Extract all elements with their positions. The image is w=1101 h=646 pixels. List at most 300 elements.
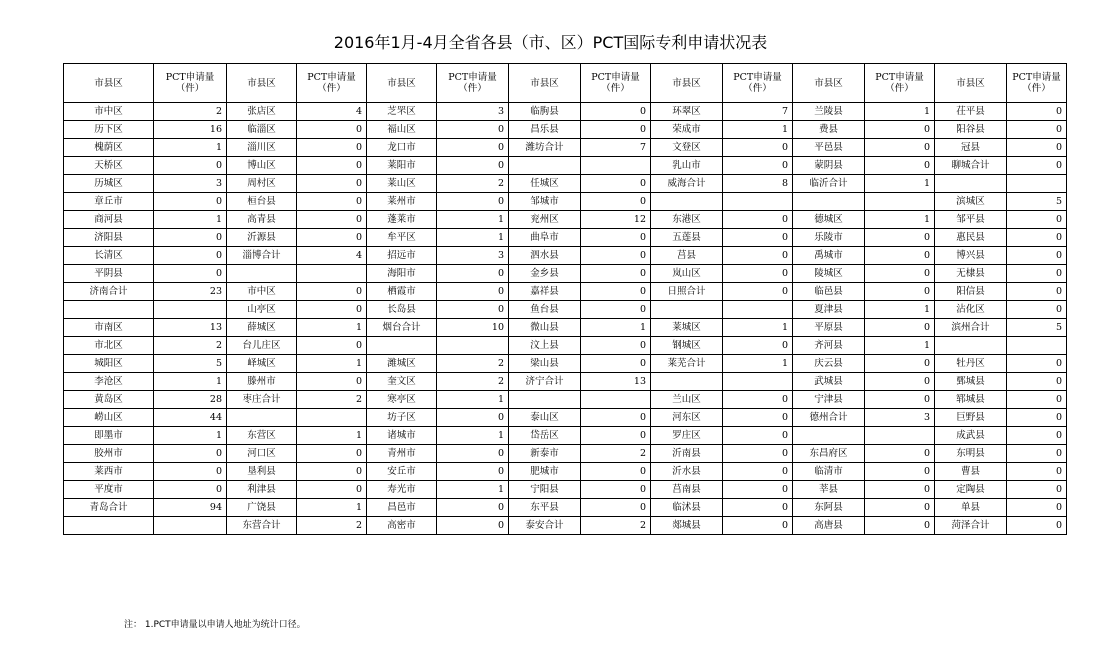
pct-count: 0 — [297, 229, 367, 247]
district-name: 寒亭区 — [367, 391, 437, 409]
pct-count: 2 — [154, 337, 227, 355]
table-row — [64, 517, 1067, 535]
subtotal-label: 济南合计 — [64, 283, 154, 301]
district-name: 利津县 — [227, 481, 297, 499]
subtotal-value: 8 — [723, 175, 793, 193]
header-value-label: PCT申请量 — [875, 72, 924, 83]
pct-count: 0 — [1007, 265, 1067, 283]
district-name: 历下区 — [64, 121, 154, 139]
district-name: 市中区 — [64, 103, 154, 121]
pct-count — [581, 391, 651, 409]
pct-count: 0 — [154, 481, 227, 499]
district-name: 胶州市 — [64, 445, 154, 463]
pct-count: 1 — [437, 427, 509, 445]
district-name: 莱西市 — [64, 463, 154, 481]
pct-count: 0 — [1007, 373, 1067, 391]
subtotal-label: 威海合计 — [651, 175, 723, 193]
district-name: 邹平县 — [935, 211, 1007, 229]
column-header-value — [581, 64, 651, 103]
pct-count: 0 — [581, 193, 651, 211]
district-name: 龙口市 — [367, 139, 437, 157]
pct-count — [154, 301, 227, 319]
district-name: 沂源县 — [227, 229, 297, 247]
subtotal-label: 菏泽合计 — [935, 517, 1007, 535]
table-row — [64, 265, 1067, 283]
district-name: 东营区 — [227, 427, 297, 445]
district-name: 长清区 — [64, 247, 154, 265]
district-name: 阳信县 — [935, 283, 1007, 301]
district-name: 昌乐县 — [509, 121, 581, 139]
subtotal-value: 0 — [1007, 157, 1067, 175]
district-name: 宁津县 — [793, 391, 865, 409]
page-title: 2016年1月-4月全省各县（市、区）PCT国际专利申请状况表 — [333, 33, 768, 52]
pct-count: 0 — [723, 265, 793, 283]
district-name: 武城县 — [793, 373, 865, 391]
pct-count: 0 — [723, 517, 793, 535]
column-header-value — [154, 64, 227, 103]
pct-count: 0 — [865, 157, 935, 175]
district-name: 莘县 — [793, 481, 865, 499]
table-row — [64, 373, 1067, 391]
subtotal-value: 7 — [581, 139, 651, 157]
pct-count: 0 — [437, 283, 509, 301]
pct-count: 0 — [1007, 211, 1067, 229]
district-name: 济阳县 — [64, 229, 154, 247]
pct-count: 0 — [865, 283, 935, 301]
district-name: 坊子区 — [367, 409, 437, 427]
district-name: 莒县 — [651, 247, 723, 265]
subtotal-label: 济宁合计 — [509, 373, 581, 391]
district-name — [227, 409, 297, 427]
pct-count: 0 — [581, 409, 651, 427]
district-name: 临淄区 — [227, 121, 297, 139]
pct-count: 0 — [154, 247, 227, 265]
district-name: 巨野县 — [935, 409, 1007, 427]
pct-count: 0 — [297, 301, 367, 319]
subtotal-label: 青岛合计 — [64, 499, 154, 517]
district-name: 东阿县 — [793, 499, 865, 517]
pct-count: 5 — [1007, 193, 1067, 211]
pct-count: 28 — [154, 391, 227, 409]
table-row — [64, 319, 1067, 337]
district-name: 张店区 — [227, 103, 297, 121]
pct-count: 0 — [581, 103, 651, 121]
pct-count: 5 — [154, 355, 227, 373]
district-name: 荣成市 — [651, 121, 723, 139]
subtotal-value: 0 — [1007, 517, 1067, 535]
district-name: 长岛县 — [367, 301, 437, 319]
district-name: 临清市 — [793, 463, 865, 481]
district-name: 梁山县 — [509, 355, 581, 373]
district-name: 栖霞市 — [367, 283, 437, 301]
pct-count — [581, 157, 651, 175]
district-name: 黄岛区 — [64, 391, 154, 409]
pct-count: 0 — [581, 229, 651, 247]
district-name: 新泰市 — [509, 445, 581, 463]
district-name: 沂南县 — [651, 445, 723, 463]
table-body — [64, 103, 1067, 535]
pct-count: 1 — [297, 499, 367, 517]
district-name: 临沭县 — [651, 499, 723, 517]
district-name: 河口区 — [227, 445, 297, 463]
pct-count: 0 — [297, 445, 367, 463]
district-name: 定陶县 — [935, 481, 1007, 499]
district-name: 禹城市 — [793, 247, 865, 265]
table-row — [64, 481, 1067, 499]
pct-count: 0 — [297, 139, 367, 157]
header-value-unit: （件） — [1022, 83, 1051, 94]
pct-count: 0 — [723, 427, 793, 445]
pct-count: 1 — [297, 355, 367, 373]
column-header-name: 市县区 — [64, 64, 154, 103]
district-name: 嘉祥县 — [509, 283, 581, 301]
district-name: 高青县 — [227, 211, 297, 229]
pct-count: 0 — [1007, 427, 1067, 445]
pct-count: 0 — [865, 481, 935, 499]
pct-count: 0 — [437, 301, 509, 319]
header-value-unit: （件） — [601, 83, 630, 94]
pct-count: 0 — [1007, 481, 1067, 499]
pct-count: 0 — [1007, 355, 1067, 373]
district-name: 肥城市 — [509, 463, 581, 481]
district-name: 招远市 — [367, 247, 437, 265]
pct-count: 4 — [297, 103, 367, 121]
pct-count: 0 — [1007, 301, 1067, 319]
subtotal-value: 2 — [297, 391, 367, 409]
column-header-value — [1007, 64, 1067, 103]
district-name: 安丘市 — [367, 463, 437, 481]
pct-count: 0 — [581, 283, 651, 301]
district-name — [935, 175, 1007, 193]
pct-count: 0 — [581, 337, 651, 355]
table-row — [64, 463, 1067, 481]
pct-count: 0 — [865, 139, 935, 157]
header-value-unit: （件） — [458, 83, 487, 94]
pct-count: 0 — [297, 157, 367, 175]
pct-count: 0 — [437, 409, 509, 427]
pct-count: 0 — [723, 445, 793, 463]
pct-count: 1 — [154, 211, 227, 229]
table-row — [64, 409, 1067, 427]
district-name: 庆云县 — [793, 355, 865, 373]
district-name: 茌平县 — [935, 103, 1007, 121]
pct-count: 0 — [154, 157, 227, 175]
district-name: 沾化区 — [935, 301, 1007, 319]
pct-count — [865, 193, 935, 211]
district-name: 牡丹区 — [935, 355, 1007, 373]
table-row — [64, 103, 1067, 121]
table-row — [64, 301, 1067, 319]
district-name: 牟平区 — [367, 229, 437, 247]
subtotal-label: 聊城合计 — [935, 157, 1007, 175]
pct-count: 0 — [865, 319, 935, 337]
district-name: 高唐县 — [793, 517, 865, 535]
district-name: 奎文区 — [367, 373, 437, 391]
district-name: 莱阳市 — [367, 157, 437, 175]
pct-count: 1 — [865, 211, 935, 229]
pct-count: 12 — [581, 211, 651, 229]
pct-count: 0 — [581, 175, 651, 193]
district-name: 青州市 — [367, 445, 437, 463]
pct-count: 1 — [437, 229, 509, 247]
subtotal-label: 日照合计 — [651, 283, 723, 301]
district-name: 微山县 — [509, 319, 581, 337]
pct-count — [1007, 337, 1067, 355]
subtotal-value: 2 — [581, 517, 651, 535]
pct-count: 0 — [297, 283, 367, 301]
pct-count: 1 — [154, 427, 227, 445]
district-name: 诸城市 — [367, 427, 437, 445]
district-name: 无棣县 — [935, 265, 1007, 283]
district-name: 东平县 — [509, 499, 581, 517]
district-name: 岚山区 — [651, 265, 723, 283]
pct-count: 0 — [437, 121, 509, 139]
table-row — [64, 499, 1067, 517]
district-name: 任城区 — [509, 175, 581, 193]
district-name: 德城区 — [793, 211, 865, 229]
header-value-unit: （件） — [885, 83, 914, 94]
district-name: 市南区 — [64, 319, 154, 337]
pct-count: 0 — [1007, 391, 1067, 409]
district-name: 郓城县 — [935, 391, 1007, 409]
header-value-unit: （件） — [175, 83, 205, 94]
district-name: 东昌府区 — [793, 445, 865, 463]
subtotal-value: 1 — [723, 355, 793, 373]
header-value-label: PCT申请量 — [448, 72, 497, 83]
district-name: 台儿庄区 — [227, 337, 297, 355]
district-name: 商河县 — [64, 211, 154, 229]
district-name: 五莲县 — [651, 229, 723, 247]
header-value-label: PCT申请量 — [591, 72, 640, 83]
pct-count: 0 — [723, 463, 793, 481]
district-name: 罗庄区 — [651, 427, 723, 445]
district-name: 高密市 — [367, 517, 437, 535]
pct-count: 0 — [865, 121, 935, 139]
district-name: 桓台县 — [227, 193, 297, 211]
table-row — [64, 355, 1067, 373]
district-name: 邹城市 — [509, 193, 581, 211]
district-name: 滕州市 — [227, 373, 297, 391]
district-name: 泰山区 — [509, 409, 581, 427]
district-name: 市北区 — [64, 337, 154, 355]
pct-count: 0 — [437, 463, 509, 481]
pct-count: 0 — [1007, 283, 1067, 301]
pct-count: 0 — [865, 445, 935, 463]
pct-count: 0 — [723, 247, 793, 265]
district-name — [64, 517, 154, 535]
header-value-label: PCT申请量 — [165, 72, 215, 83]
pct-count: 0 — [865, 517, 935, 535]
district-name: 昌邑市 — [367, 499, 437, 517]
pct-count: 0 — [437, 445, 509, 463]
district-name: 市中区 — [227, 283, 297, 301]
pct-count: 0 — [1007, 445, 1067, 463]
district-name: 陵城区 — [793, 265, 865, 283]
subtotal-value: 5 — [1007, 319, 1067, 337]
pct-count: 1 — [865, 301, 935, 319]
pct-count: 1 — [154, 139, 227, 157]
pct-count: 0 — [297, 481, 367, 499]
pct-count: 0 — [865, 499, 935, 517]
subtotal-value: 2 — [297, 517, 367, 535]
pct-count: 0 — [723, 337, 793, 355]
table-row — [64, 391, 1067, 409]
pct-count: 0 — [437, 193, 509, 211]
pct-count: 0 — [723, 481, 793, 499]
district-name: 莱城区 — [651, 319, 723, 337]
pct-count: 0 — [865, 247, 935, 265]
district-name: 寿光市 — [367, 481, 437, 499]
pct-count: 0 — [581, 481, 651, 499]
pct-count: 0 — [1007, 247, 1067, 265]
table-row — [64, 121, 1067, 139]
district-name — [793, 193, 865, 211]
district-name: 岱岳区 — [509, 427, 581, 445]
table-row — [64, 247, 1067, 265]
district-name: 芝罘区 — [367, 103, 437, 121]
subtotal-label: 淄博合计 — [227, 247, 297, 265]
header-value-label: PCT申请量 — [307, 72, 356, 83]
subtotal-value: 0 — [723, 283, 793, 301]
pct-count — [154, 517, 227, 535]
pct-count: 0 — [297, 463, 367, 481]
district-name — [227, 265, 297, 283]
district-name: 惠民县 — [935, 229, 1007, 247]
district-name: 费县 — [793, 121, 865, 139]
district-name: 曹县 — [935, 463, 1007, 481]
pct-count: 0 — [1007, 409, 1067, 427]
district-name: 夏津县 — [793, 301, 865, 319]
subtotal-label: 枣庄合计 — [227, 391, 297, 409]
header-row — [64, 64, 1067, 103]
pct-count: 1 — [723, 121, 793, 139]
table-row — [64, 211, 1067, 229]
pct-count: 3 — [437, 247, 509, 265]
pct-count: 0 — [297, 193, 367, 211]
column-header-name: 市县区 — [367, 64, 437, 103]
pct-count: 0 — [581, 121, 651, 139]
district-name: 广饶县 — [227, 499, 297, 517]
district-name: 兖州区 — [509, 211, 581, 229]
column-header-value — [865, 64, 935, 103]
district-name: 河东区 — [651, 409, 723, 427]
subtotal-value: 23 — [154, 283, 227, 301]
district-name: 兰山区 — [651, 391, 723, 409]
subtotal-label: 滨州合计 — [935, 319, 1007, 337]
district-name: 城阳区 — [64, 355, 154, 373]
pct-count: 0 — [1007, 229, 1067, 247]
district-name: 周村区 — [227, 175, 297, 193]
pct-count: 16 — [154, 121, 227, 139]
column-header-value — [437, 64, 509, 103]
subtotal-label: 东营合计 — [227, 517, 297, 535]
pct-count: 13 — [154, 319, 227, 337]
pct-count — [723, 373, 793, 391]
district-name: 历城区 — [64, 175, 154, 193]
pct-count: 44 — [154, 409, 227, 427]
column-header-name: 市县区 — [935, 64, 1007, 103]
district-name: 莱山区 — [367, 175, 437, 193]
pct-count: 0 — [154, 463, 227, 481]
district-name: 平阴县 — [64, 265, 154, 283]
column-header-name: 市县区 — [793, 64, 865, 103]
district-name: 阳谷县 — [935, 121, 1007, 139]
table-row — [64, 175, 1067, 193]
column-header-name: 市县区 — [509, 64, 581, 103]
footnote: 注： 1.PCT申请量以申请人地址为统计口径。 — [124, 620, 306, 630]
pct-count: 0 — [723, 499, 793, 517]
district-name: 薛城区 — [227, 319, 297, 337]
pct-count: 0 — [297, 211, 367, 229]
district-name: 莱州市 — [367, 193, 437, 211]
pct-count: 0 — [154, 265, 227, 283]
district-name: 博山区 — [227, 157, 297, 175]
district-name: 鄄城县 — [935, 373, 1007, 391]
pct-count: 0 — [1007, 139, 1067, 157]
pct-count: 0 — [1007, 121, 1067, 139]
table-row — [64, 337, 1067, 355]
district-name: 冠县 — [935, 139, 1007, 157]
pct-count: 0 — [437, 517, 509, 535]
district-name — [64, 301, 154, 319]
pct-count: 0 — [297, 121, 367, 139]
district-name: 乳山市 — [651, 157, 723, 175]
pct-count: 1 — [865, 337, 935, 355]
pct-count: 3 — [154, 175, 227, 193]
district-name: 临朐县 — [509, 103, 581, 121]
pct-count: 0 — [865, 463, 935, 481]
district-name — [367, 337, 437, 355]
pct-count — [1007, 175, 1067, 193]
pct-count: 0 — [437, 265, 509, 283]
pct-count: 0 — [154, 193, 227, 211]
pct-count: 0 — [723, 229, 793, 247]
pct-count: 0 — [581, 301, 651, 319]
district-name: 章丘市 — [64, 193, 154, 211]
district-name: 峄城区 — [227, 355, 297, 373]
district-name — [509, 391, 581, 409]
subtotal-value: 4 — [297, 247, 367, 265]
district-name: 东明县 — [935, 445, 1007, 463]
district-name: 环翠区 — [651, 103, 723, 121]
subtotal-label: 烟台合计 — [367, 319, 437, 337]
pct-count: 0 — [723, 157, 793, 175]
district-name: 福山区 — [367, 121, 437, 139]
district-name: 蓬莱市 — [367, 211, 437, 229]
district-name: 泗水县 — [509, 247, 581, 265]
pct-count: 0 — [297, 175, 367, 193]
pct-count: 0 — [581, 499, 651, 517]
pct-count: 0 — [437, 157, 509, 175]
pct-count: 1 — [297, 427, 367, 445]
column-header-value — [723, 64, 793, 103]
pct-count: 0 — [723, 391, 793, 409]
column-header-name: 市县区 — [227, 64, 297, 103]
pct-count: 0 — [723, 409, 793, 427]
pct-count: 7 — [723, 103, 793, 121]
header-value-label: PCT申请量 — [733, 72, 782, 83]
column-header-value — [297, 64, 367, 103]
header-value-unit: （件） — [317, 83, 346, 94]
district-name: 单县 — [935, 499, 1007, 517]
header-value-unit: （件） — [743, 83, 772, 94]
subtotal-label: 临沂合计 — [793, 175, 865, 193]
subtotal-value: 94 — [154, 499, 227, 517]
pct-count — [865, 427, 935, 445]
subtotal-value: 3 — [865, 409, 935, 427]
district-name: 汶上县 — [509, 337, 581, 355]
district-name: 郯城县 — [651, 517, 723, 535]
